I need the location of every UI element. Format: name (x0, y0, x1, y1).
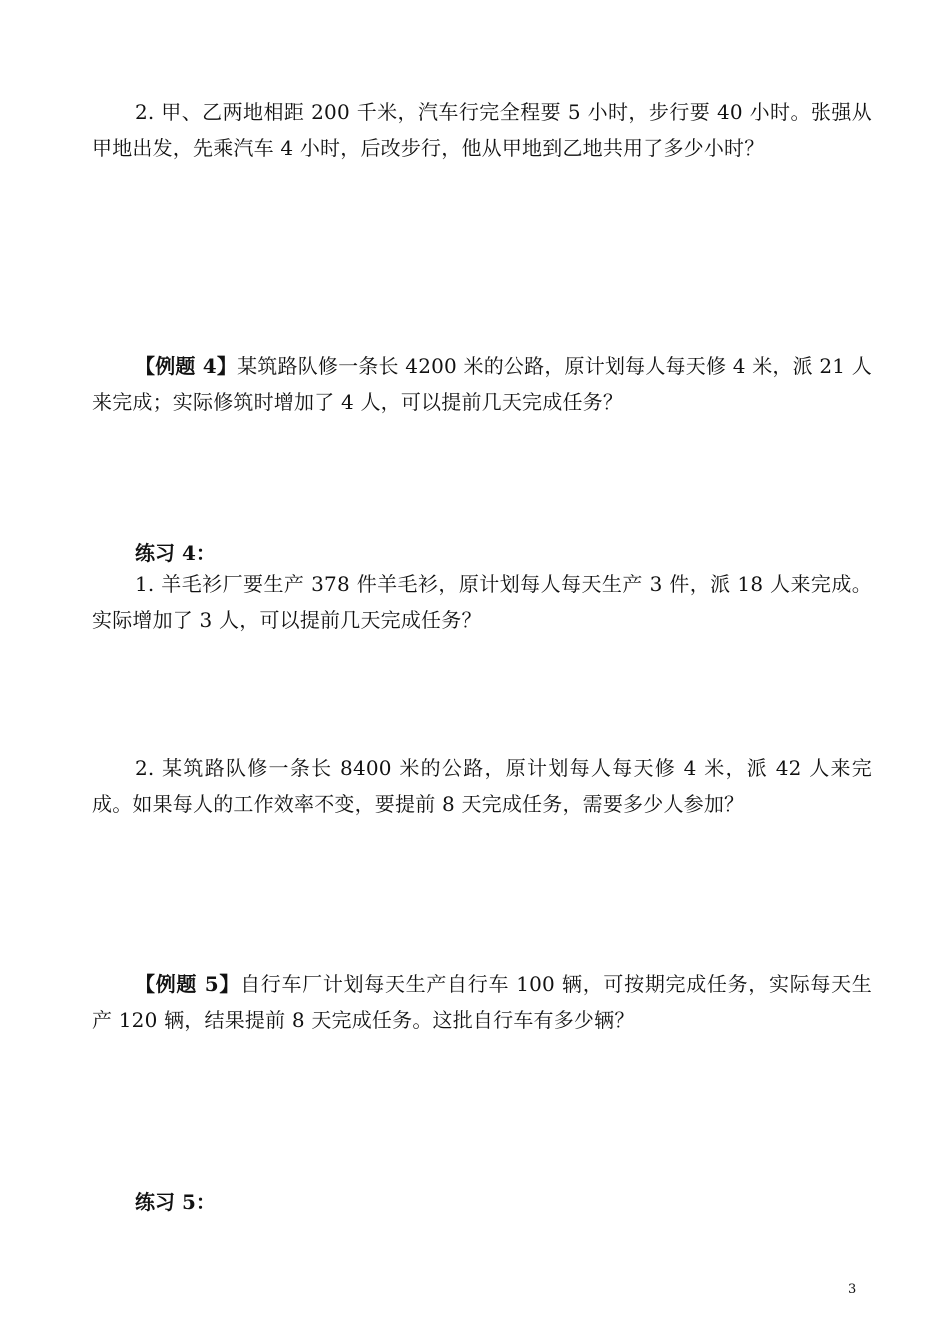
example4-text: 某筑路队修一条长 4200 米的公路，原计划每人每天修 4 米，派 21 人来完成；实际修筑时增加了 4 人，可以提前几天完成任务？ (92, 354, 872, 414)
practice4-question2: 2. 某筑路队修一条长 8400 米的公路，原计划每人每天修 4 米，派 42 人来完成。如果每人的工作效率不变，要提前 8 天完成任务，需要多少人参加？ (92, 756, 872, 816)
practice4-question1: 1. 羊毛衫厂要生产 378 件羊毛衫，原计划每人每天生产 3 件，派 18 人来完成。实际增加了 3 人，可以提前几天完成任务？ (92, 572, 872, 632)
practice3-question2: 2. 甲、乙两地相距 200 千米，汽车行完全程要 5 小时，步行要 40 小时。张强从甲地出发，先乘汽车 4 小时，后改步行，他从甲地到乙地共用了多少小时？ (92, 100, 872, 160)
practice4-label: 练习 4： (135, 541, 216, 565)
example5-paragraph (92, 966, 872, 1038)
practice5-label: 练习 5： (135, 1190, 216, 1214)
example4-label: 【例题 4】 (135, 354, 238, 378)
example5-text: 自行车厂计划每天生产自行车 100 辆，可按期完成任务，实际每天生产 120 辆，结果提前 8 天完成任务。这批自行车有多少辆？ (92, 972, 872, 1032)
example4-paragraph (92, 348, 872, 420)
example5-label: 【例题 5】 (135, 972, 241, 996)
page-number: 3 (848, 1282, 857, 1297)
